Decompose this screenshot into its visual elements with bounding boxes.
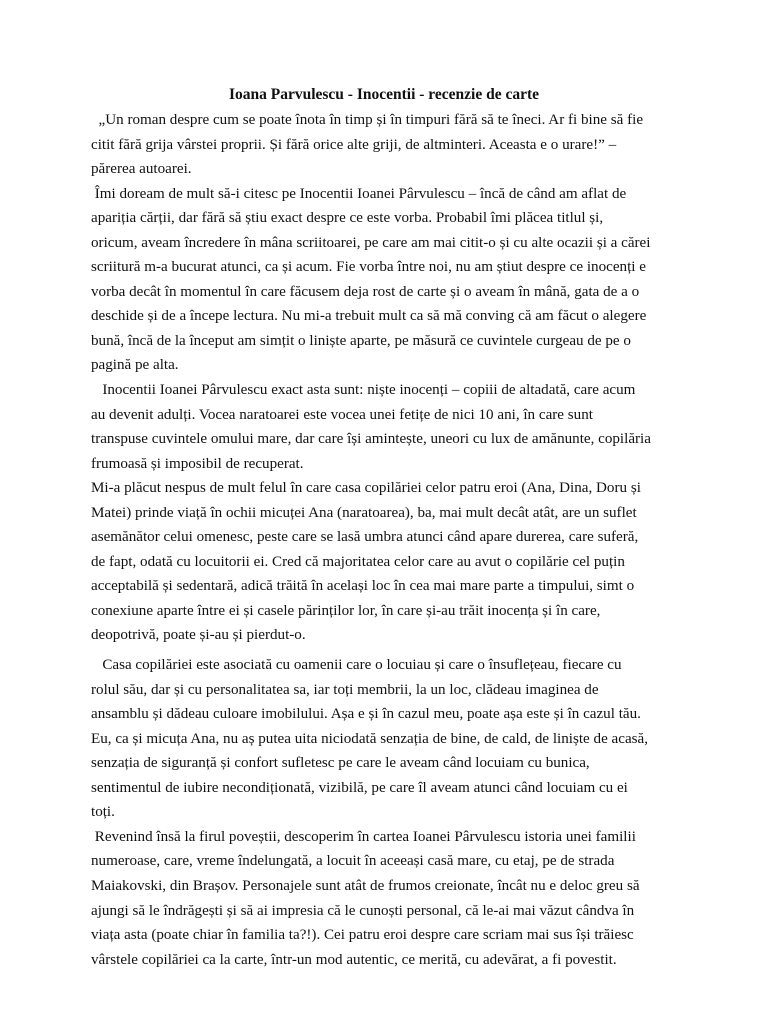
- paragraph-intro: Îmi doream de mult să-i citesc pe Inocentii Ioanei Pârvulescu – încă de când am aflat de apariția cărții, dar fără să știu exact despre ce este vorba. Probabil îmi plăcea titlul și, oricum, aveam încredere în mâna scriitoarei, pe care am mai citit-o și cu alte ocazii și a cărei scriitură m-a bucurat atunci, ca și acum. Fie vorba între noi, nu am știut despre ce inocenți e vorba decât în momentul în care făcusem deja rost de carte și o aveam în mână, gata de a o deschide și de a începe lectura. Nu mi-a trebuit mult ca să mă conving că am făcut o alegere bună, încă de la început am simțit o liniște aparte, pe măsură ce cuvintele curgeau de pe o pagină pe alta.: [91, 185, 651, 374]
- document-body: [91, 108, 651, 972]
- paragraph-author-quote: „Un roman despre cum se poate înota în timp și în timpuri fără să te îneci. Ar fi bine să fie citit fără grija vârstei proprii. Și fără orice alte griji, de altminteri. Aceasta e o urare!” – părerea autoarei.: [91, 112, 644, 178]
- paragraph-house: Mi-a plăcut nespus de mult felul în care casa copilăriei celor patru eroi (Ana, Dina, Doru și Matei) prinde viață în ochii micuței Ana (naratoarea), ba, mai mult decât atât, are un suflet asemănător celui omenesc, peste care se lasă umbra atunci când apare durerea, care suferă, de fapt, odată cu locuitorii ei. Cred că majoritatea celor care au avut o copilărie cel puțin acceptabilă și sedentară, adică trăită în același loc în cea mai mare parte a timpului, simt o conexiune aparte între ei și casele părinților lor, în care și-au trăit inocența și în care, deopotrivă, poate și-au și pierdut-o.: [91, 480, 641, 644]
- paragraph-story: Revenind însă la firul poveștii, descoperim în cartea Ioanei Pârvulescu istoria unei familii numeroase, care, vreme îndelungată, a locuit în aceeași casă mare, cu etaj, pe de strada Maiakovski, din Brașov. Personajele sunt atât de frumos creionate, încât nu e deloc greu să ajungi să le îndrăgești și să ai impresia că le cunoști personal, că le-ai mai văzut cândva în viața asta (poate chiar în familia ta?!). Cei patru eroi despre care scriam mai sus își trăiesc vârstele copilăriei ca la carte, într-un mod autentic, ce merită, cu adevărat, a fi povestit.: [91, 828, 640, 968]
- paragraph-childhood-home: Casa copilăriei este asociată cu oamenii care o locuiau și care o însuflețeau, fiecare cu rolul său, dar și cu personalitatea sa, iar toți membrii, la un loc, clădeau imaginea de ansamblu și dădeau culoare imobilului. Așa e și în cazul meu, poate așa este și în cazul tău. Eu, ca și micuța Ana, nu aș putea uita niciodată senzația de bine, de cald, de liniște de acasă, senzația de siguranță și confort sufletesc pe care le aveam când locuiam cu bunica, sentimentul de iubire necondiționată, vizibilă, pe care îl aveam atunci când locuiam cu ei toți.: [91, 657, 648, 821]
- paragraph-inocentii: Inocentii Ioanei Pârvulescu exact asta sunt: niște inocenți – copiii de altadată, care acum au devenit adulți. Vocea naratoarei este vocea unei fetițe de nici 10 ani, în care sunt transpuse cuvintele omului mare, dar care își amintește, uneori cu lux de amănunte, copilăria frumoasă și imposibil de recuperat.: [91, 382, 651, 472]
- document-title: Ioana Parvulescu - Inocentii - recenzie de carte: [228, 86, 540, 103]
